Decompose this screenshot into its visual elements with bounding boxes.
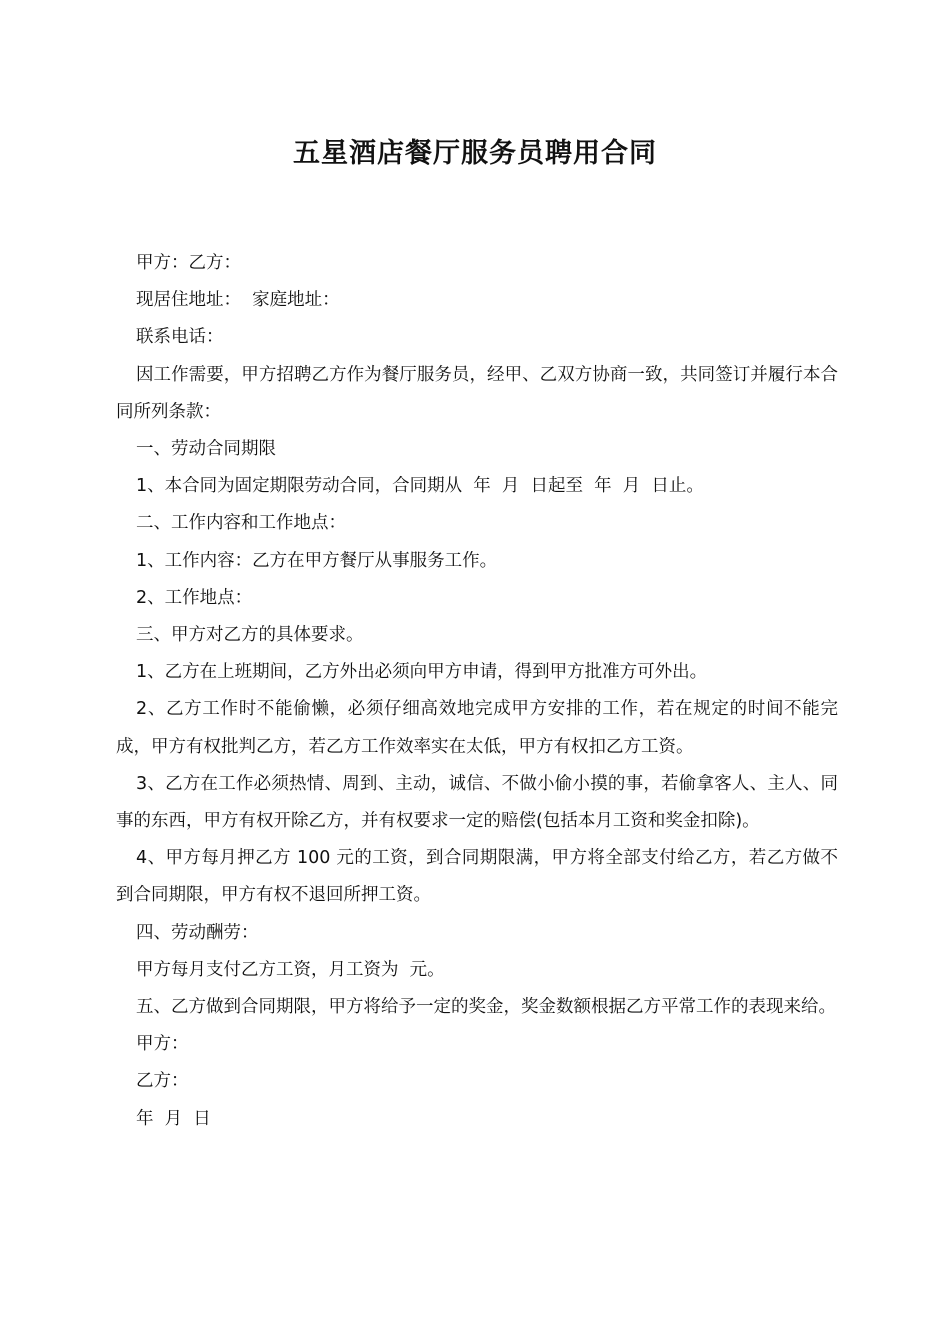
intro-paragraph: 因工作需要，甲方招聘乙方作为餐厅服务员，经甲、乙双方协商一致，共同签订并履行本合同所列条款：	[116, 364, 838, 422]
address-line: 现居住地址： 家庭地址：	[136, 290, 340, 311]
requirement-clause-3: 3、乙方在工作必须热情、周到、主动，诚信、不做小偷小摸的事，若偷拿客人、主人、同事的东西，甲方有权开除乙方，并有权要求一定的赔偿(包括本月工资和奖金扣除)。	[116, 773, 838, 832]
section-heading-pay: 四、劳动酬劳：	[136, 922, 259, 943]
section-heading-requirements: 三、甲方对乙方的具体要求。	[136, 625, 364, 646]
section-heading-term: 一、劳动合同期限	[136, 439, 276, 460]
parties-line: 甲方：乙方：	[136, 253, 241, 273]
bonus-clause: 五、乙方做到合同期限，甲方将给予一定的奖金，奖金数额根据乙方平常工作的表现来给。	[136, 997, 836, 1018]
phone-line: 联系电话：	[136, 327, 224, 348]
work-clause-2: 2、工作地点：	[136, 587, 253, 608]
signature-party-b: 乙方：	[136, 1071, 189, 1092]
requirement-clause-2: 2、乙方工作时不能偷懒，必须仔细高效地完成甲方安排的工作，若在规定的时间不能完成，甲方有权批判乙方，若乙方工作效率实在太低，甲方有权扣乙方工资。	[116, 699, 838, 757]
work-clause-1: 1、工作内容：乙方在甲方餐厅从事服务工作。	[136, 550, 498, 571]
signature-date: 年 月 日	[136, 1108, 211, 1129]
document-title: 五星酒店餐厅服务员聘用合同	[293, 138, 657, 169]
requirement-clause-1: 1、乙方在上班期间，乙方外出必须向甲方申请，得到甲方批准方可外出。	[136, 662, 708, 683]
signature-party-a: 甲方：	[136, 1034, 189, 1055]
section-heading-work: 二、工作内容和工作地点：	[136, 513, 346, 534]
requirement-clause-4: 4、甲方每月押乙方 100 元的工资，到合同期限满，甲方将全部支付给乙方，若乙方做不到合同期限，甲方有权不退回所押工资。	[116, 848, 838, 906]
term-clause-1: 1、本合同为固定期限劳动合同，合同期从 年 月 日起至 年 月 日止。	[136, 476, 704, 497]
contract-body	[116, 245, 838, 1138]
pay-clause: 甲方每月支付乙方工资，月工资为 元。	[136, 959, 445, 980]
